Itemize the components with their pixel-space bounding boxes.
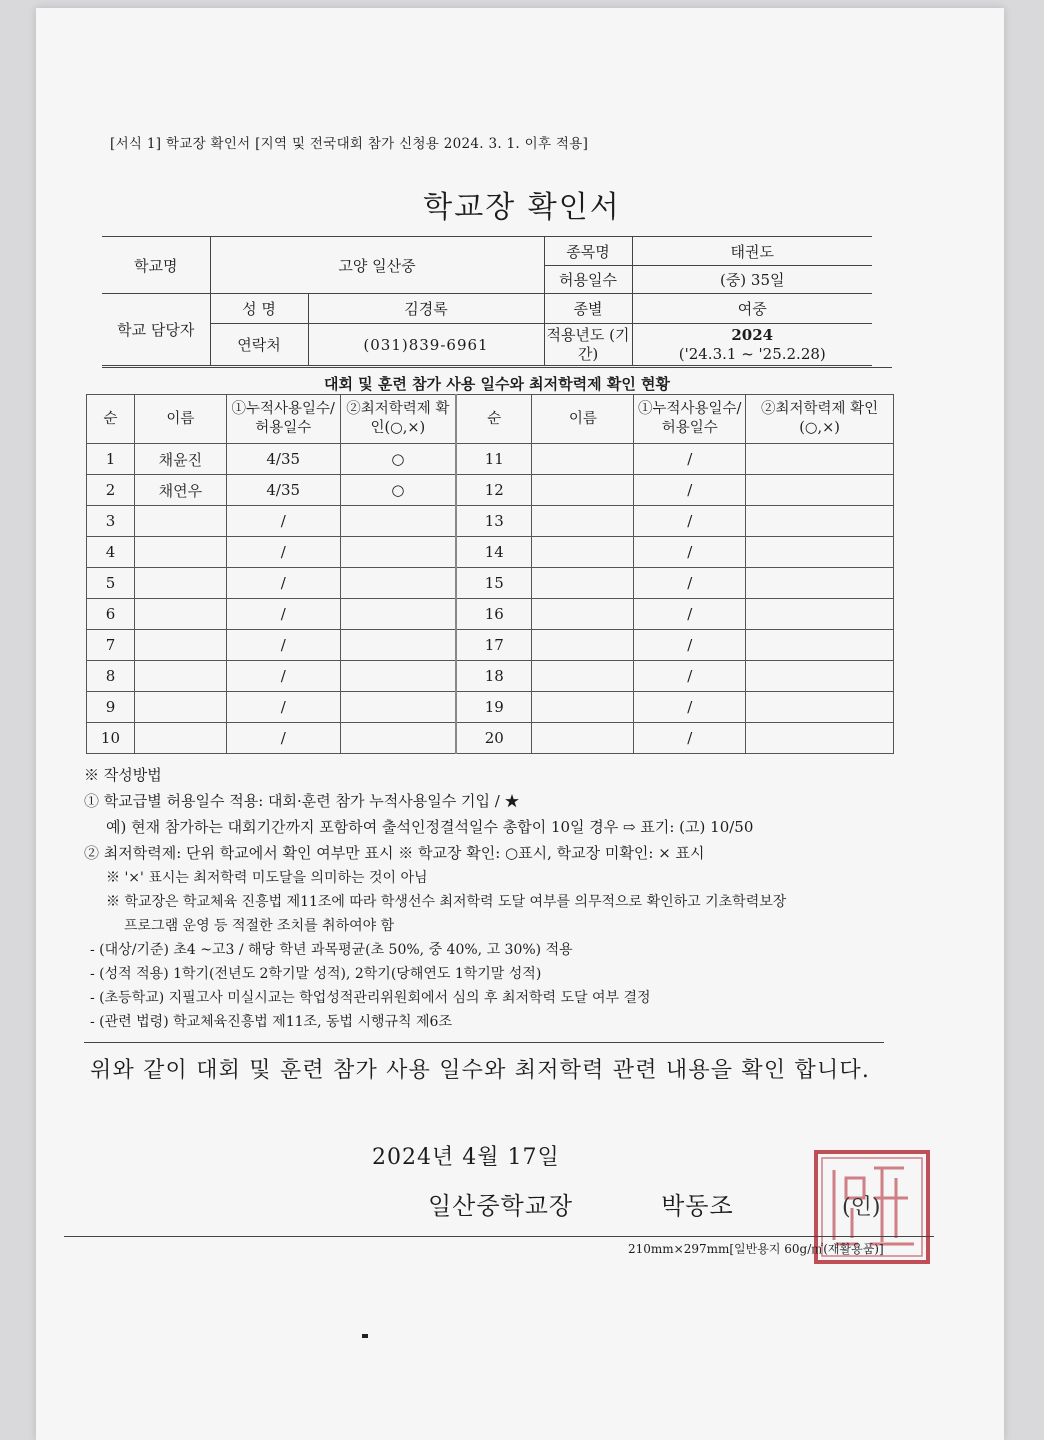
used-days: / bbox=[226, 661, 340, 692]
signer-title: 일산중학교장 bbox=[428, 1192, 574, 1220]
seal-mark: (인) bbox=[842, 1195, 881, 1220]
used-days: / bbox=[634, 723, 746, 754]
achievement-check: ○ bbox=[340, 444, 456, 475]
achievement-check: ○ bbox=[340, 475, 456, 506]
achievement-check bbox=[340, 537, 456, 568]
note-2-b: ※ 학교장은 학교체육 진흥법 제11조에 따라 학생선수 최저학력 도달 여부를 의무적으로 확인하고 기초학력보장 bbox=[106, 894, 787, 910]
bottom-rule bbox=[64, 1236, 934, 1237]
school-value: 고양 일산중 bbox=[210, 237, 544, 294]
paper-spec: 210mm×297mm[일반용지 60g/㎡(재활용품)] bbox=[628, 1242, 884, 1256]
col-check-2: ②최저학력제 확인(○,×) bbox=[746, 395, 894, 444]
row-no: 19 bbox=[456, 692, 532, 723]
table-title: 대회 및 훈련 참가 사용 일수와 최저학력제 확인 현황 bbox=[102, 367, 892, 394]
student-name bbox=[134, 599, 226, 630]
detail-3: - (초등학교) 지필고사 미실시교는 학업성적관리위원회에서 심의 후 최저학력 도달 여부 결정 bbox=[90, 990, 651, 1006]
achievement-check bbox=[746, 506, 894, 537]
used-days: / bbox=[226, 568, 340, 599]
row-no: 17 bbox=[456, 630, 532, 661]
row-no: 15 bbox=[456, 568, 532, 599]
table-row bbox=[87, 661, 894, 692]
student-name bbox=[532, 630, 634, 661]
used-days: / bbox=[634, 506, 746, 537]
row-no: 16 bbox=[456, 599, 532, 630]
info-table bbox=[102, 236, 872, 366]
used-days: / bbox=[226, 599, 340, 630]
student-name bbox=[532, 692, 634, 723]
col-name-2: 이름 bbox=[532, 395, 634, 444]
student-name bbox=[134, 661, 226, 692]
detail-2: - (성적 적용) 1학기(전년도 2학기말 성적), 2학기(당해연도 1학기말 성적) bbox=[90, 966, 542, 982]
student-name bbox=[532, 599, 634, 630]
achievement-check bbox=[340, 568, 456, 599]
divider bbox=[84, 1042, 884, 1043]
allowed-days-label: 허용일수 bbox=[544, 266, 632, 294]
table-row bbox=[87, 444, 894, 475]
used-days: / bbox=[634, 692, 746, 723]
used-days: / bbox=[634, 568, 746, 599]
student-name: 채연우 bbox=[134, 475, 226, 506]
contact-label: 연락처 bbox=[210, 324, 308, 366]
achievement-check bbox=[340, 692, 456, 723]
col-no: 순 bbox=[87, 395, 135, 444]
used-days: / bbox=[226, 723, 340, 754]
row-no: 13 bbox=[456, 506, 532, 537]
table-row bbox=[87, 599, 894, 630]
achievement-check bbox=[746, 630, 894, 661]
student-name bbox=[134, 537, 226, 568]
form-header: [서식 1] 학교장 확인서 [지역 및 전국대회 참가 신청용 2024. 3. 1. 이후 적용] bbox=[110, 136, 589, 152]
col-days: ①누적사용일수/ 허용일수 bbox=[226, 395, 340, 444]
note-1: ① 학교급별 허용일수 적용: 대회·훈련 참가 누적사용일수 기입 / ★ bbox=[84, 792, 520, 810]
achievement-check bbox=[340, 723, 456, 754]
used-days: 4/35 bbox=[226, 444, 340, 475]
col-days-2: ①누적사용일수/ 허용일수 bbox=[634, 395, 746, 444]
achievement-check bbox=[746, 475, 894, 506]
year-value: 2024 bbox=[731, 325, 774, 344]
row-no: 5 bbox=[87, 568, 135, 599]
category-value: 여중 bbox=[632, 294, 872, 324]
table-row bbox=[87, 506, 894, 537]
note-1-example: 예) 현재 참가하는 대회기간까지 포함하여 출석인정결석일수 총합이 10일 경우 ⇨ 표기: (고) 10/50 bbox=[106, 818, 754, 836]
student-name: 채윤진 bbox=[134, 444, 226, 475]
table-row bbox=[87, 568, 894, 599]
detail-4: - (관련 법령) 학교체육진흥법 제11조, 동법 시행규칙 제6조 bbox=[90, 1014, 452, 1030]
achievement-check bbox=[746, 599, 894, 630]
table-row bbox=[87, 537, 894, 568]
student-name bbox=[532, 506, 634, 537]
student-name bbox=[134, 506, 226, 537]
achievement-check bbox=[340, 661, 456, 692]
period-value: ('24.3.1 ~ '25.2.28) bbox=[678, 344, 826, 363]
used-days: / bbox=[226, 630, 340, 661]
row-no: 4 bbox=[87, 537, 135, 568]
note-2-a: ※ '×' 표시는 최저학력 미도달을 의미하는 것이 아님 bbox=[106, 870, 428, 886]
achievement-check bbox=[340, 506, 456, 537]
student-name bbox=[532, 537, 634, 568]
name-value: 김경록 bbox=[308, 294, 544, 324]
allowed-days-value: (중) 35일 bbox=[632, 266, 872, 294]
used-days: / bbox=[226, 506, 340, 537]
row-no: 8 bbox=[87, 661, 135, 692]
col-name: 이름 bbox=[134, 395, 226, 444]
attendance-table bbox=[86, 394, 894, 754]
signer-name: 박동조 bbox=[661, 1192, 734, 1220]
student-name bbox=[532, 568, 634, 599]
detail-1: - (대상/기준) 초4 ~고3 / 해당 학년 과목평균(초 50%, 중 40%, 고 30%) 적용 bbox=[90, 942, 573, 958]
row-no: 1 bbox=[87, 444, 135, 475]
used-days: / bbox=[634, 537, 746, 568]
achievement-check bbox=[746, 723, 894, 754]
achievement-check bbox=[746, 661, 894, 692]
contact-value: (031)839-6961 bbox=[308, 324, 544, 366]
student-name bbox=[134, 692, 226, 723]
event-label: 종목명 bbox=[544, 237, 632, 266]
page-title: 학교장 확인서 bbox=[423, 190, 621, 225]
table-row bbox=[87, 630, 894, 661]
row-no: 20 bbox=[456, 723, 532, 754]
achievement-check bbox=[340, 630, 456, 661]
used-days: 4/35 bbox=[226, 475, 340, 506]
achievement-check bbox=[746, 568, 894, 599]
used-days: / bbox=[226, 537, 340, 568]
student-name bbox=[532, 475, 634, 506]
row-no: 6 bbox=[87, 599, 135, 630]
table-row bbox=[87, 723, 894, 754]
student-name bbox=[134, 568, 226, 599]
achievement-check bbox=[746, 444, 894, 475]
issue-date: 2024년 4월 17일 bbox=[372, 1145, 560, 1170]
row-no: 11 bbox=[456, 444, 532, 475]
table-row bbox=[87, 475, 894, 506]
category-label: 종별 bbox=[544, 294, 632, 324]
note-2-b2: 프로그램 운영 등 적절한 조치를 취하여야 함 bbox=[124, 918, 395, 934]
table-row bbox=[87, 692, 894, 723]
row-no: 9 bbox=[87, 692, 135, 723]
student-name bbox=[134, 723, 226, 754]
col-no-2: 순 bbox=[456, 395, 532, 444]
student-name bbox=[134, 630, 226, 661]
achievement-check bbox=[340, 599, 456, 630]
note-2: ② 최저학력제: 단위 학교에서 확인 여부만 표시 ※ 학교장 확인: ○표시, 학교장 미확인: × 표시 bbox=[84, 844, 705, 862]
used-days: / bbox=[634, 630, 746, 661]
event-value: 태권도 bbox=[632, 237, 872, 266]
year-cell bbox=[632, 324, 872, 366]
notes bbox=[84, 762, 924, 1034]
signature-line bbox=[428, 1186, 734, 1221]
year-label: 적용년도 (기간) bbox=[544, 324, 632, 366]
name-label: 성 명 bbox=[210, 294, 308, 324]
row-no: 12 bbox=[456, 475, 532, 506]
achievement-check bbox=[746, 537, 894, 568]
achievement-check bbox=[746, 692, 894, 723]
used-days: / bbox=[634, 661, 746, 692]
row-no: 2 bbox=[87, 475, 135, 506]
notes-heading: ※ 작성방법 bbox=[84, 766, 162, 784]
student-name bbox=[532, 444, 634, 475]
used-days: / bbox=[226, 692, 340, 723]
row-no: 10 bbox=[87, 723, 135, 754]
used-days: / bbox=[634, 475, 746, 506]
row-no: 7 bbox=[87, 630, 135, 661]
speck bbox=[362, 1334, 368, 1338]
student-name bbox=[532, 661, 634, 692]
school-label: 학교명 bbox=[102, 237, 210, 294]
used-days: / bbox=[634, 599, 746, 630]
row-no: 3 bbox=[87, 506, 135, 537]
manager-label: 학교 담당자 bbox=[102, 294, 210, 366]
row-no: 18 bbox=[456, 661, 532, 692]
col-check: ②최저학력제 확인(○,×) bbox=[340, 395, 456, 444]
row-no: 14 bbox=[456, 537, 532, 568]
used-days: / bbox=[634, 444, 746, 475]
confirm-text: 위와 같이 대회 및 훈련 참가 사용 일수와 최저학력 관련 내용을 확인 합니다. bbox=[90, 1058, 871, 1083]
student-name bbox=[532, 723, 634, 754]
